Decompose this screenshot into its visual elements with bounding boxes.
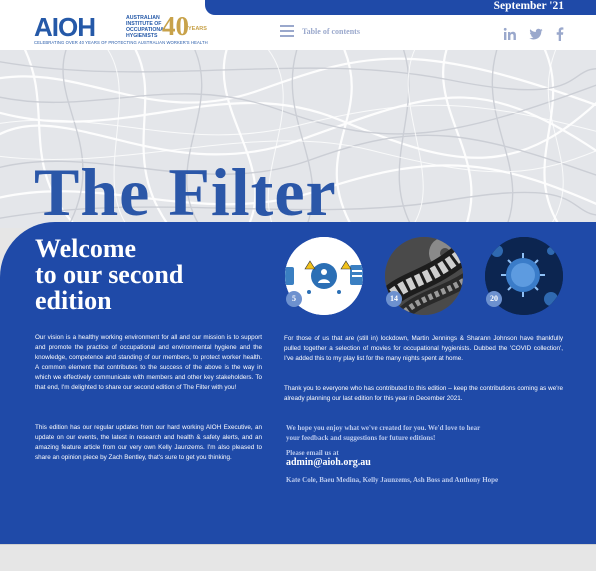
table-of-contents-label: Table of contents	[302, 26, 360, 36]
logo-wordmark: AIOH	[34, 12, 95, 42]
logo-institute-name: AUSTRALIAN INSTITUTE OF OCCUPATIONAL HYGIENISTS	[126, 15, 167, 39]
welcome-heading	[35, 236, 183, 314]
welcome-line-1: Welcome	[35, 234, 137, 263]
publication-title: The Filter	[34, 154, 337, 230]
issue-date-tab	[205, 0, 596, 15]
aioh-logo[interactable]	[34, 11, 208, 47]
feedback-line-1: We hope you enjoy what we've created for you. We'd love to hear	[286, 424, 481, 432]
welcome-line-3: edition	[35, 286, 112, 315]
issue-date: September '21	[493, 0, 564, 12]
logo-tagline: CELEBRATING OVER 40 YEARS OF PROTECTING AUSTRALIAN WORKER'S HEALTH	[34, 40, 208, 45]
top-bar	[0, 0, 596, 50]
logo-anniversary-number: 40	[162, 11, 189, 41]
facebook-icon[interactable]	[553, 27, 567, 41]
right-paragraph-1: For those of us that are (still in) lockdown, Martin Jennings & Sharann Johnson have thankfully pulled together a selection of movies for occupational hygienists. Dubbed the 'COVID collection', I've added this to my play list for the many nights spent at home.	[284, 335, 563, 362]
twitter-icon[interactable]	[529, 27, 543, 41]
logo-anniversary-word: YEARS	[188, 26, 207, 32]
linkedin-icon[interactable]	[503, 27, 517, 41]
intro-paragraph-2: This edition has our regular updates from our hard working AIOH Executive, an update on our events, the latest in research and health & safety alerts, and an amazing feature article from our very own Kelly Jaunzems. I'm also pleased to share an opinion piece by Zach Bentley, that's sure to get you thinking.	[35, 424, 262, 461]
welcome-line-2: to our second	[35, 260, 184, 289]
table-of-contents-button[interactable]	[280, 25, 360, 37]
thumbnail-page-badge: 14	[386, 291, 402, 307]
email-link[interactable]: admin@aioh.org.au	[286, 457, 371, 468]
thumbnail-page-badge: 20	[486, 291, 502, 307]
intro-paragraph-1: Our vision is a healthy working environment for all and our mission is to support and promote the practice of occupational and environmental hygiene and the knowledge, competence and standing of our members, to protect worker health. A common element that contributes to the success of the above is the way in which we effectively communicate with members and other key stakeholders. To that end, I'm delighted to share our second edition of The Filter with you!	[35, 334, 262, 391]
feedback-line-2: your feedback and suggestions for future editions!	[286, 434, 436, 442]
signoff-names: Kate Cole, Baeu Medina, Kelly Jaunzems, Ash Boss and Anthony Hope	[286, 476, 499, 484]
thumbnail-page-badge: 5	[286, 291, 302, 307]
email-prompt: Please email us at	[286, 449, 339, 457]
footer-bar	[0, 544, 596, 571]
right-paragraph-2: Thank you to everyone who has contributed to this edition – keep the contributions coming as we're already planning our last edition for this year in December 2021.	[284, 385, 563, 402]
hamburger-icon	[280, 25, 294, 37]
